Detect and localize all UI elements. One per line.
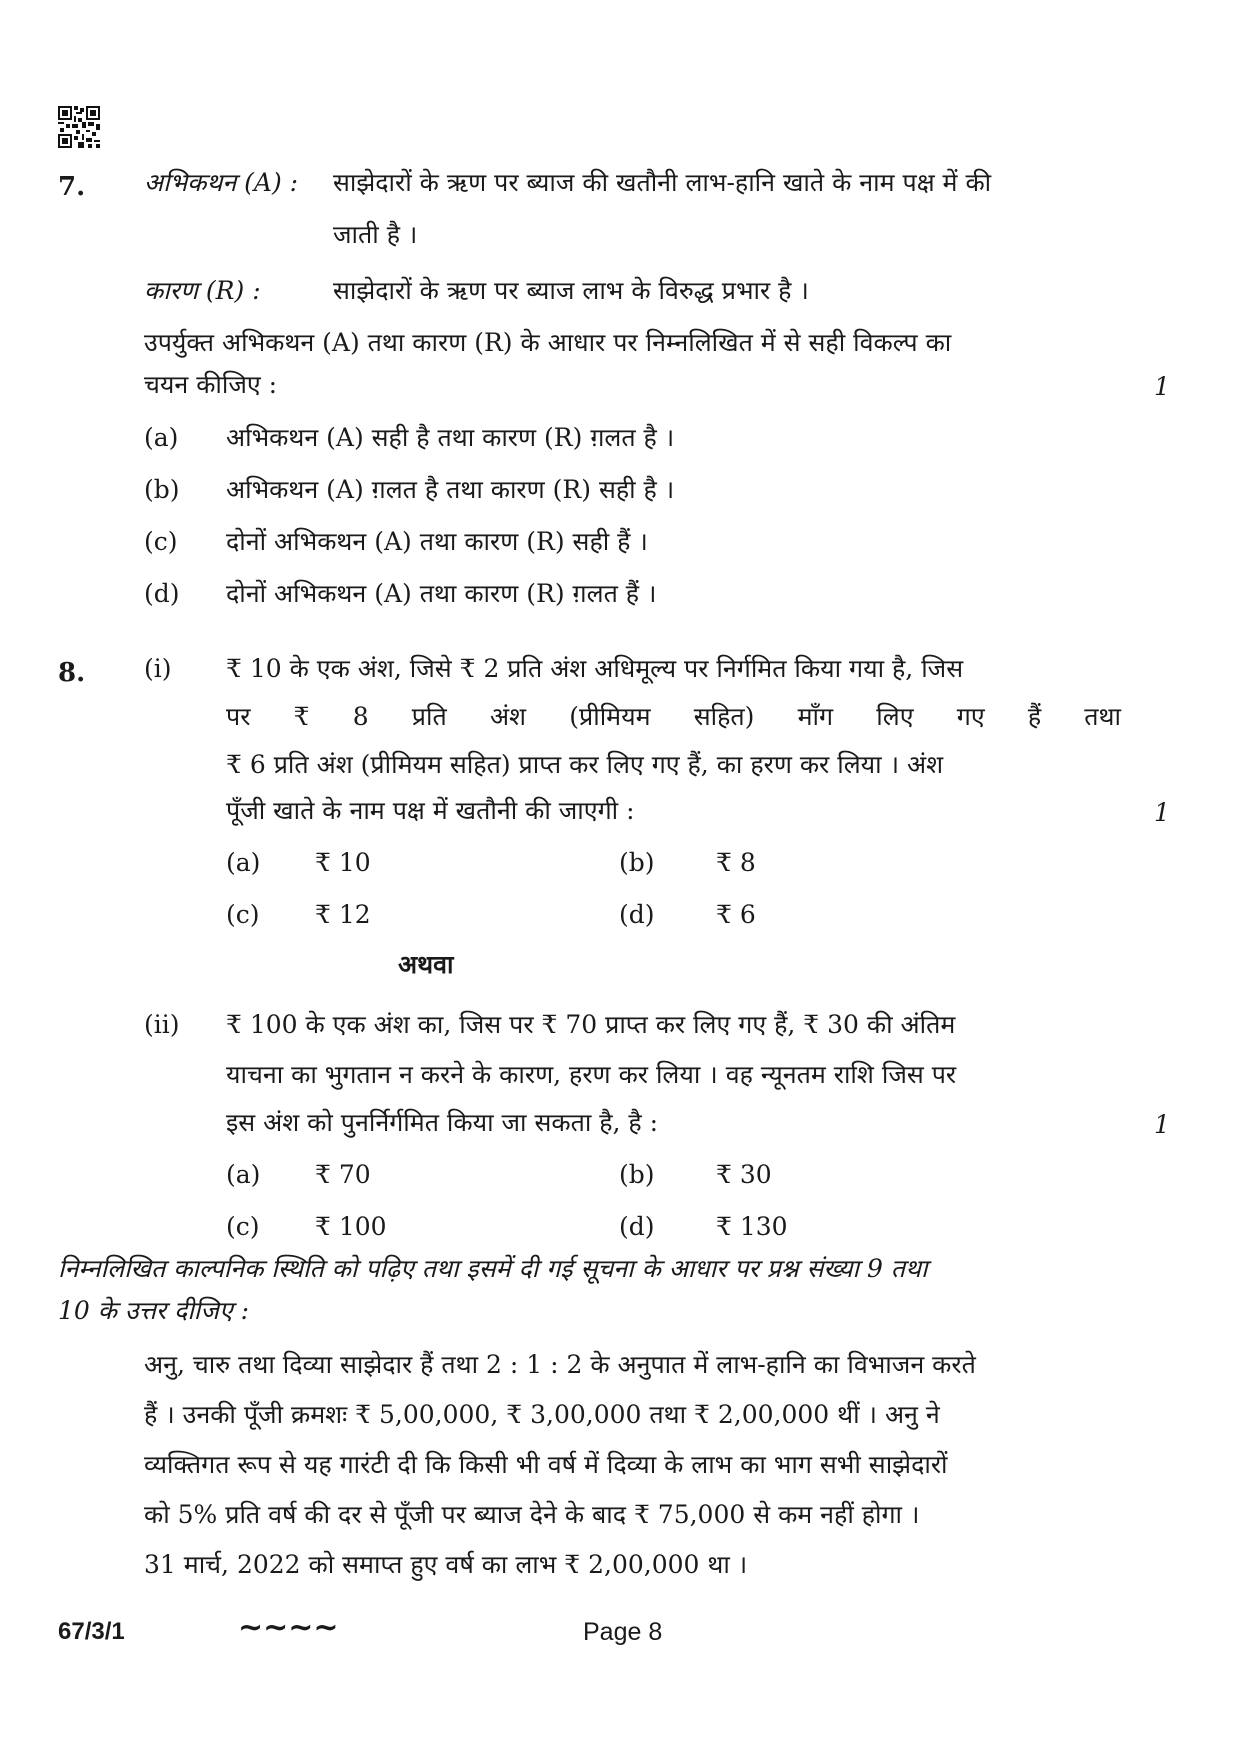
question-7-number: 7. [58, 172, 86, 202]
page-number: Page 8 [583, 1618, 663, 1646]
q7-option-a-label: (a) [144, 423, 179, 452]
q8-part1-option-d-label: (d) [619, 900, 655, 929]
q8-part2-line1: ₹ 100 के एक अंश का, जिस पर ₹ 70 प्राप्त कर लिए गए हैं, ₹ 30 की अंतिम [226, 1010, 956, 1039]
q8-part2-option-c-label: (c) [226, 1212, 260, 1241]
q8-part1-line1: ₹ 10 के एक अंश, जिसे ₹ 2 प्रति अंश अधिमूल्य पर निर्गमित किया गया है, जिस [226, 654, 964, 683]
q8-part1-option-d-text: ₹ 6 [716, 900, 756, 929]
q8-part2-option-d-label: (d) [619, 1212, 655, 1241]
q8-part1-line2: पर ₹ 8 प्रति अंश (प्रीमियम सहित) माँग लिए गए हैं तथा [226, 702, 1121, 731]
reason-label: कारण (R) : [144, 276, 261, 305]
q8-part2-option-a-text: ₹ 70 [315, 1160, 371, 1189]
q8-part2-line2: याचना का भुगतान न करने के कारण, हरण कर लिया । वह न्यूनतम राशि जिस पर [226, 1060, 957, 1089]
paper-code: 67/3/1 [58, 1618, 125, 1645]
q8-part1-option-c-text: ₹ 12 [315, 900, 371, 929]
case-paragraph-line1: अनु, चारु तथा दिव्या साझेदार हैं तथा 2 : 1 : 2 के अनुपात में लाभ-हानि का विभाजन करते [144, 1350, 976, 1379]
case-paragraph-line3: व्यक्तिगत रूप से यह गारंटी दी कि किसी भी वर्ष में दिव्या के लाभ का भाग सभी साझेदारों [144, 1450, 948, 1479]
case-paragraph-line2: हैं । उनकी पूँजी क्रमशः ₹ 5,00,000, ₹ 3,00,000 तथा ₹ 2,00,000 थीं । अनु ने [144, 1400, 940, 1429]
instruction-line2: चयन कीजिए : [144, 370, 278, 399]
q8-part2-option-d-text: ₹ 130 [716, 1212, 788, 1241]
instruction-line1: उपर्युक्त अभिकथन (A) तथा कारण (R) के आधार पर निम्नलिखित में से सही विकल्प का [144, 328, 952, 357]
q7-option-c-label: (c) [144, 527, 178, 556]
reason-text: साझेदारों के ऋण पर ब्याज लाभ के विरुद्ध प्रभार है । [333, 276, 809, 305]
case-paragraph-line5: 31 मार्च, 2022 को समाप्त हुए वर्ष का लाभ ₹ 2,00,000 था । [144, 1550, 748, 1579]
q8-part1-line3: ₹ 6 प्रति अंश (प्रीमियम सहित) प्राप्त कर लिए गए हैं, का हरण कर लिया । अंश [226, 750, 944, 779]
q8-part1-line4: पूँजी खाते के नाम पक्ष में खतौनी की जाएगी : [226, 796, 635, 825]
q8-part2-option-a-label: (a) [226, 1160, 261, 1189]
q7-option-d-label: (d) [144, 579, 180, 608]
q8-part2-option-c-text: ₹ 100 [315, 1212, 387, 1241]
case-heading-line1: निम्नलिखित काल्पनिक स्थिति को पढ़िए तथा इसमें दी गई सूचना के आधार पर प्रश्न संख्या 9 तथा [58, 1254, 928, 1283]
q8-part1-option-b-label: (b) [619, 848, 655, 877]
case-heading-line2: 10 के उत्तर दीजिए : [58, 1296, 250, 1325]
q8-part1-marks: 1 [1154, 798, 1170, 827]
question-8-number: 8. [58, 658, 86, 688]
or-separator: अथवा [398, 950, 454, 979]
qr-code [58, 106, 100, 148]
q7-option-b-label: (b) [144, 475, 180, 504]
assertion-label: अभिकथन (A) : [144, 168, 299, 197]
q8-part1-label: (i) [144, 654, 172, 683]
q8-part2-option-b-text: ₹ 30 [716, 1160, 772, 1189]
assertion-text-line2: जाती है । [333, 220, 418, 249]
q8-part1-option-a-label: (a) [226, 848, 261, 877]
q7-option-a-text: अभिकथन (A) सही है तथा कारण (R) ग़लत है । [226, 423, 675, 452]
assertion-text-line1: साझेदारों के ऋण पर ब्याज की खतौनी लाभ-हानि खाते के नाम पक्ष में की [333, 168, 992, 197]
q7-marks: 1 [1154, 372, 1170, 401]
case-paragraph-line4: को 5% प्रति वर्ष की दर से पूँजी पर ब्याज देने के बाद ₹ 75,000 से कम नहीं होगा । [144, 1500, 920, 1529]
q8-part2-marks: 1 [1154, 1110, 1170, 1139]
q8-part1-option-a-text: ₹ 10 [315, 848, 371, 877]
q8-part2-line3: इस अंश को पुनर्निर्गमित किया जा सकता है, है : [226, 1108, 659, 1137]
q7-option-b-text: अभिकथन (A) ग़लत है तथा कारण (R) सही है । [226, 475, 675, 504]
q8-part1-option-b-text: ₹ 8 [716, 848, 756, 877]
q8-part2-label: (ii) [144, 1010, 180, 1039]
q8-part2-option-b-label: (b) [619, 1160, 655, 1189]
footer-ornament: ∼∼∼∼ [238, 1610, 339, 1645]
q7-option-d-text: दोनों अभिकथन (A) तथा कारण (R) ग़लत हैं । [226, 579, 657, 608]
q8-part1-option-c-label: (c) [226, 900, 260, 929]
q7-option-c-text: दोनों अभिकथन (A) तथा कारण (R) सही हैं । [226, 527, 648, 556]
